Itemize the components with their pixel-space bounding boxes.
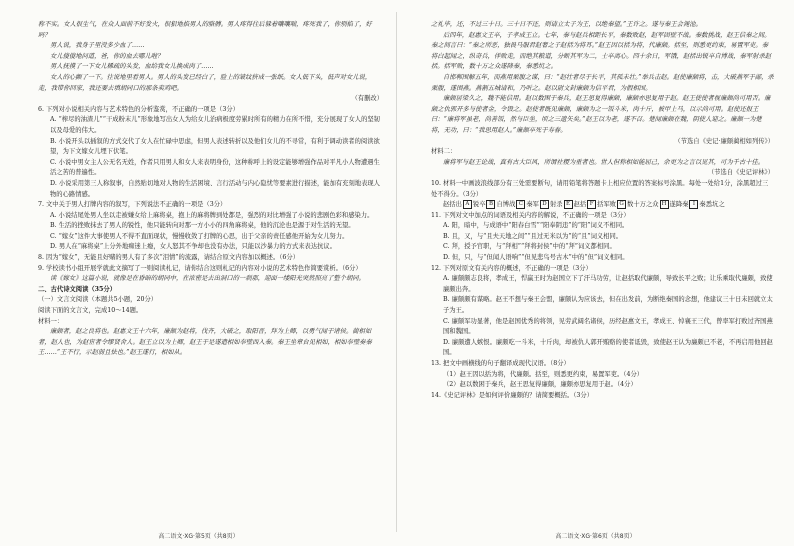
q11-option: D. 但，只，与“但闻人语响”“但见悲鸟号古木”中的“但”词义相同。 [443, 254, 629, 262]
sentence-part: 锐卒 [472, 201, 486, 209]
source-note: （节选自《史记评林》） [707, 169, 774, 177]
material-label: 材料一： [38, 317, 64, 325]
break-choice-c[interactable]: C [516, 200, 525, 209]
sentence-part: 遂降秦 [669, 201, 689, 209]
q12-option: A. 廉颇颇志良将，孝成王，悍赢王时为赵国立下了汗马功劳，让赵括取代廉颇，导致长平之败；让乐乘取代廉颇，致使廉颇出奔。 [443, 275, 773, 293]
q12-option: D. 廉颇遭人嫉恨。廉颇吃一斗米，十斤肉，却被仇人郭开贿赂的使者诋毁，致使赵王认为廉颇已不老，不再启用他回赵国。 [443, 338, 773, 357]
break-choice-e[interactable]: E [564, 200, 573, 209]
right-column [431, 20, 774, 401]
passage-line: 廉颇居梁久之，魏不能信用。赵以数困于秦兵，赵王思复得廉颇，廉颇亦思复用于赵。赵王使使者视廉颇尚可用否。廉颇之仇郭开多与使者金，令毁之。赵使者既见廉颇，廉颇为之一饭斗米，肉十斤，被甲上马，以示尚可用。赵使还报王曰：“廉将军虽老，尚善饭，然与臣坐，顷之三遗矢矣。”赵王以为老，遂不召。楚闻廉颇在魏，阴使人迎之。廉颇一为楚将，无功，曰：“我思用赵人。”廉颇卒死于寿春。 [431, 95, 771, 134]
sentence-part: 赵括 [573, 201, 587, 209]
story-line: 称不实。女人很生气，在众人面前不好发火，很狠地掐男人的胳膊。男人疼得往后躲着嚷嚷喘，疼死我了，你别掐了，好吗？ [38, 21, 372, 39]
q6-option: C. 小说中男女主人公无名无姓，作者只用男人和女人来表明身份，这种称呼上的设定能够增强作品对平凡小人物遭遇生活之苦的普遍性。 [50, 158, 380, 177]
break-choice-f[interactable]: F [587, 200, 596, 209]
break-choice-a[interactable]: A [463, 200, 472, 209]
story-line: 女儿傻傻地问道，爸，你的血去哪儿啦？ [50, 52, 164, 60]
page-footer: 高二语文·XG·第5页（共8页） [158, 533, 239, 540]
q12-option: C. 廉颇军功显著，他是赵国优秀的将领，见劳武阔名诸侯，历经赵惠文王，孝成王、悼襄王三代，曾率军打败过齐国燕国和魏国。 [443, 317, 773, 336]
question-13-stem: 13. 把文中画横线的句子翻译成现代汉语。（8分） [431, 360, 570, 367]
section-heading: 二、古代诗文阅读（35分） [38, 285, 117, 293]
q12-option: B. 廉颇颇有谋略。赵王不想与秦王会盟，廉颇认为应该去，但在出发前，为断绝秦国的念想，他建议三十日未回就立太子为王。 [443, 296, 773, 315]
passage-line: 后四年，赵惠文王卒，子孝成王立。七年，秦与赵兵相距长平，秦数败赵，赵军固壁不战。秦数挑战，赵王信秦之间。秦之间言曰：“秦之所恶，独畏马服君赵奢之子赵括为将耳。”赵王因以括为将，代廉颇。括至，则悉更约束，易置军吏。秦将白起闻之，纵奇兵，佯败走，而绝其粮道，分断其军为二，士卒离心。四十余日，军饿，赵括出锐卒自博战，秦军射杀赵括。括军败，数十万之众遂降秦，秦悉坑之。 [431, 31, 772, 71]
material-2-text: 廉将军与赵王论战，真有古大臣风，所谓社稷为重者也。世人但称相如能屈己，余更为之言以见其，可为千古十佳。 [443, 158, 765, 166]
passage-line: 之礼毕，还，不过三十日。三十日不还，则请立太子为王，以绝秦望。”王许之。遂与秦王会渑池。 [431, 21, 702, 28]
reading-instruction: 阅读下面的文言文，完成10～14题。 [38, 307, 143, 315]
sentence-part: 射杀 [549, 201, 563, 209]
break-choice-i[interactable]: I [689, 200, 698, 209]
story-line: 女人的心颤了一下。往说地里看男人。男人的头发已经白了，脸上的皱纹挤成一张纸。女人低下头，低声对女儿说，走，我带你回家，我还要去填胡同口的那条卖鸡吧。 [38, 73, 372, 92]
q7-option: D. 男人在“麻将桌”上分外地痴迷上瘾，女人怒其不争却也没有办法，只能以沙暴力的方式来表达抗议。 [50, 243, 337, 251]
passage-line: 自邯郸围解五年，而燕用栗腹之谋，曰：“赵壮者尽于长平，其孤未壮。”举兵击赵。赵使廉颇将，击，大破燕军于鄗，杀栗腹，遂围燕。燕割五城请和，乃听之。赵以尉文封廉颇为信平君，为假相国。 [431, 73, 774, 92]
q13-item: （1）赵王因以括为将，代廉颇。括至，则悉更约束，易置军吏。（4分） [443, 370, 644, 378]
story-line: 男人抚摸了一下女儿稀疏的头发，血给我女儿换成肉了…… [50, 63, 214, 71]
sentence-part: 秦悉坑之 [699, 201, 725, 209]
q7-option: C. “嫁女”这件大事使男人不得不直面现状，慢慢收敛了打牌的心思，出于父亲的责任感他开始为女儿努力。 [50, 232, 349, 240]
sentence-part: 赵括出 [443, 201, 462, 209]
question-14: 14.《史记评林》是如何评价廉颇的？请简要概括。（3分） [431, 391, 593, 399]
q11-option: B. 且，又，与“且夫天地之间”“且过无米以为”的“且”词义相同。 [443, 232, 623, 240]
q11-option: A. 阳，暗中，与成语中“阳春白雪”“阳奉阴违”的“阳”词义不相同。 [443, 222, 629, 230]
sentence-part: 括军败 [597, 201, 617, 209]
page-footer: 高二语文·XG·第6页（共8页） [555, 533, 636, 540]
q13-item: （2）赵以数困于秦兵，赵王思复得廉颇，廉颇亦思复用于赵。（4分） [443, 381, 637, 389]
q7-option: A. 小说结尾处男人坐以走被嫌女给上麻将桌，抱上的麻将牌到处都是，强烈的对比增强了小说的悲剧色彩和感染力。 [50, 211, 374, 219]
sentence-part: 秦军 [526, 201, 539, 209]
sentence-part: 数十万之众 [627, 201, 659, 209]
question-6-stem: 6. 下列对小说相关内容与艺术特色的分析鉴赏，不正确的一项是（3分） [38, 105, 239, 113]
sentence-part: 自博战 [496, 201, 516, 209]
question-7-stem: 7. 文中关于男人打牌内容的叙写，下列说法不正确的一项是（3分） [38, 201, 227, 209]
q6-option: B. 小说开头以插叙的方式交代了女人在忙碌中思虑，但男人表述转折以及他们女儿的不寻常，有利于调动读者的阅读欲望，为下文嫁女儿埋下伏笔。 [50, 137, 380, 156]
break-choice-d[interactable]: D [540, 200, 549, 209]
subsection-heading: （一）文言文阅读（本题共5小题，20分） [38, 296, 158, 304]
break-choice-b[interactable]: B [486, 200, 495, 209]
left-column [38, 20, 383, 359]
question-9-note: 读《嫁女》这篇小说，就像是在昏暗的胡同中，在浓密是去出洞口的一刹那，迎面一缕阳光突然照亮了整个胡同。 [50, 275, 365, 283]
source-note: （节选自《史记·廉颇蔺相如列传》） [674, 137, 774, 145]
q6-option: A. “榨尽的油渣儿”“干成粉末儿”形象地写出女人为给女儿治病极度劳累时所有的精力在所不惜，充分展现了女人的坚韧以及母爱的伟大。 [50, 116, 380, 134]
question-12-stem: 12. 下列对原文有关内容的概述，不正确的一项是（3分） [431, 264, 592, 272]
q7-option: B. 生活的挫败抹去了男人的锐性，他只能转向对那一方小小的四角麻将桌，他的沉沦也是源于对生活的无望。 [50, 222, 355, 230]
q10-sentence [431, 200, 774, 211]
classical-passage: 廉颇者，赵之良将也。赵惠文王十六年，廉颇为赵将，伐齐，大破之，取阳晋，拜为上卿，以勇气闻于诸侯。蔺相如者，赵人也，为赵宦者令缪贤舍人。赵王立以为上卿，赵王于是遂遣相如奉璧西入秦。秦王坐章台见相如，相如奉璧奏秦王……“王不行，示赵弱且怯也。”赵王遂行，相如从。 [38, 328, 372, 357]
q6-option: D. 小说采用第三人称叙事，自然贴切地对人物的生活困境、言行活动与内心隐忧等要素进行描述，能加有充刻地表现人物的心路情感。 [50, 179, 380, 198]
right-page [397, 0, 794, 546]
break-choice-g[interactable]: G [617, 200, 626, 209]
question-11-stem: 11. 下列对文中加点的词语及相关内容的解说，不正确的一项是（3分） [431, 211, 630, 219]
story-line: 男人说，我身子里没多少血了…… [50, 42, 145, 50]
q11-option: C. 拜，授予官职，与“拜相”“拜将封侯”中的“拜”词义都相同。 [443, 243, 616, 251]
break-choice-h[interactable]: H [660, 200, 669, 209]
question-10-stem: 10. 材料一中画波浪线部分有三处需要断句，请用铅笔将答题卡上相应位置的答案标号涂黑。每处一处给1分，涂黑超过三处不得分。（3分） [431, 179, 769, 198]
question-9-stem: 9. 学校读书小组开展学就此文摘写了一则阅读札记，请你结合这则札记的内容对小说的艺术特色作简要赏析。（6分） [38, 264, 362, 272]
material-label: 材料二： [431, 148, 457, 156]
question-8: 8. 因为“嫁女”，无能且好赌的男人有了多次“泪情”的流露，请结合原文内容加以概述。（6分） [38, 254, 300, 262]
source-note: （有删改） [351, 95, 383, 103]
